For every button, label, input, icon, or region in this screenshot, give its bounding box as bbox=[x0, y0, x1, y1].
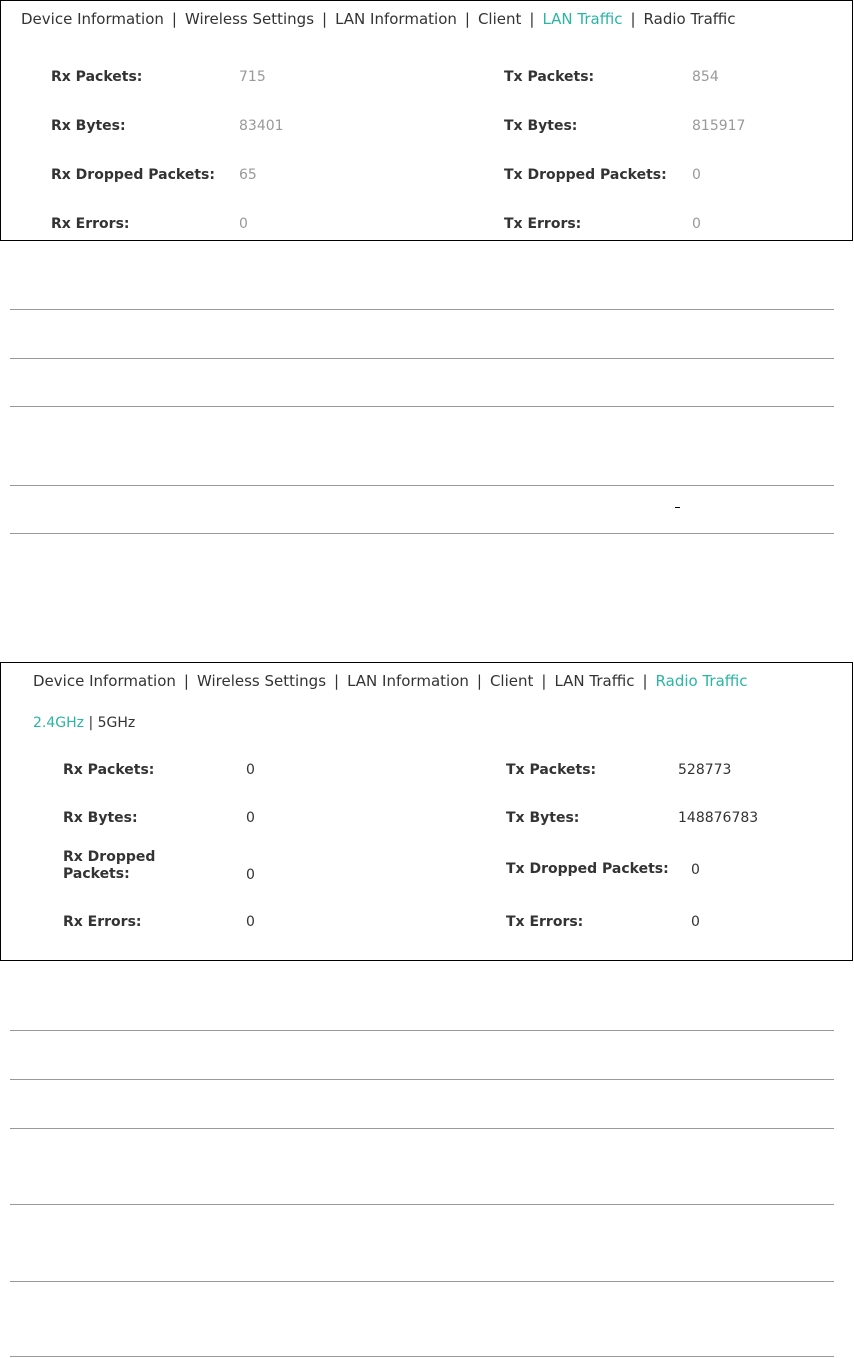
stray-mark bbox=[675, 507, 680, 508]
tab-separator: | bbox=[541, 672, 547, 690]
rx-dropped-value: 0 bbox=[246, 867, 255, 883]
tx-errors-label: Tx Errors: bbox=[504, 216, 582, 232]
tx-errors-value: 0 bbox=[691, 914, 700, 930]
divider-line bbox=[10, 1030, 834, 1031]
tab-lan-information[interactable]: LAN Information bbox=[335, 10, 457, 28]
rx-bytes-label: Rx Bytes: bbox=[63, 810, 138, 826]
tx-dropped-value: 0 bbox=[692, 167, 701, 183]
tab-separator: | bbox=[183, 672, 189, 690]
tx-bytes-value: 148876783 bbox=[678, 810, 759, 826]
rx-packets-value: 715 bbox=[239, 69, 266, 85]
tx-bytes-value: 815917 bbox=[692, 118, 746, 134]
rx-bytes-value: 0 bbox=[246, 810, 255, 826]
rx-dropped-label: Rx Dropped Packets: bbox=[51, 167, 215, 183]
tx-dropped-value: 0 bbox=[691, 862, 700, 878]
divider-line bbox=[10, 1204, 834, 1205]
rx-dropped-value: 65 bbox=[239, 167, 257, 183]
divider-line bbox=[10, 309, 834, 310]
nav-tabs bbox=[21, 10, 736, 28]
tx-dropped-label: Tx Dropped Packets: bbox=[506, 861, 669, 877]
rx-errors-value: 0 bbox=[239, 216, 248, 232]
tab-device-information[interactable]: Device Information bbox=[21, 10, 164, 28]
tab-separator: | bbox=[464, 10, 470, 28]
band-tabs bbox=[33, 715, 135, 731]
tx-packets-label: Tx Packets: bbox=[506, 762, 597, 778]
rx-packets-value: 0 bbox=[246, 762, 255, 778]
divider-line bbox=[10, 1356, 834, 1357]
radio-traffic-panel bbox=[0, 662, 853, 961]
band-tab-5ghz[interactable]: 5GHz bbox=[97, 715, 136, 731]
tab-client[interactable]: Client bbox=[489, 672, 534, 690]
divider-line bbox=[10, 358, 834, 359]
tx-errors-value: 0 bbox=[692, 216, 701, 232]
tab-separator: | bbox=[171, 10, 177, 28]
tab-separator: | bbox=[529, 10, 535, 28]
tab-radio-traffic[interactable]: Radio Traffic bbox=[643, 10, 736, 28]
tab-separator: | bbox=[642, 672, 648, 690]
tab-lan-traffic[interactable]: LAN Traffic bbox=[542, 10, 623, 28]
tab-client[interactable]: Client bbox=[477, 10, 522, 28]
tx-dropped-label: Tx Dropped Packets: bbox=[504, 167, 667, 183]
tab-lan-traffic[interactable]: LAN Traffic bbox=[554, 672, 635, 690]
tx-bytes-label: Tx Bytes: bbox=[506, 810, 580, 826]
divider-line bbox=[10, 1281, 834, 1282]
tx-packets-value: 528773 bbox=[678, 762, 732, 778]
tab-separator: | bbox=[334, 672, 340, 690]
divider-line bbox=[10, 1079, 834, 1080]
rx-errors-label: Rx Errors: bbox=[63, 914, 142, 930]
tab-separator: | bbox=[630, 10, 636, 28]
nav-tabs bbox=[33, 672, 748, 690]
tab-separator: | bbox=[322, 10, 328, 28]
tx-errors-label: Tx Errors: bbox=[506, 914, 584, 930]
rx-dropped-label-line2: Packets: bbox=[63, 866, 130, 882]
tab-lan-information[interactable]: LAN Information bbox=[347, 672, 469, 690]
divider-line bbox=[10, 533, 834, 534]
tab-separator: | bbox=[476, 672, 482, 690]
tx-packets-value: 854 bbox=[692, 69, 719, 85]
divider-line bbox=[10, 485, 834, 486]
tab-wireless-settings[interactable]: Wireless Settings bbox=[196, 672, 327, 690]
rx-bytes-value: 83401 bbox=[239, 118, 284, 134]
tab-wireless-settings[interactable]: Wireless Settings bbox=[184, 10, 315, 28]
rx-errors-label: Rx Errors: bbox=[51, 216, 130, 232]
rx-dropped-label-line1: Rx Dropped bbox=[63, 849, 156, 865]
tx-packets-label: Tx Packets: bbox=[504, 69, 595, 85]
divider-line bbox=[10, 406, 834, 407]
rx-packets-label: Rx Packets: bbox=[63, 762, 155, 778]
band-tab-2-4ghz[interactable]: 2.4GHz bbox=[33, 715, 84, 731]
tab-device-information[interactable]: Device Information bbox=[33, 672, 176, 690]
tab-radio-traffic[interactable]: Radio Traffic bbox=[655, 672, 748, 690]
lan-traffic-panel bbox=[0, 0, 853, 241]
tx-bytes-label: Tx Bytes: bbox=[504, 118, 578, 134]
band-separator: | bbox=[88, 715, 94, 731]
rx-packets-label: Rx Packets: bbox=[51, 69, 143, 85]
rx-bytes-label: Rx Bytes: bbox=[51, 118, 126, 134]
rx-errors-value: 0 bbox=[246, 914, 255, 930]
divider-line bbox=[10, 1128, 834, 1129]
